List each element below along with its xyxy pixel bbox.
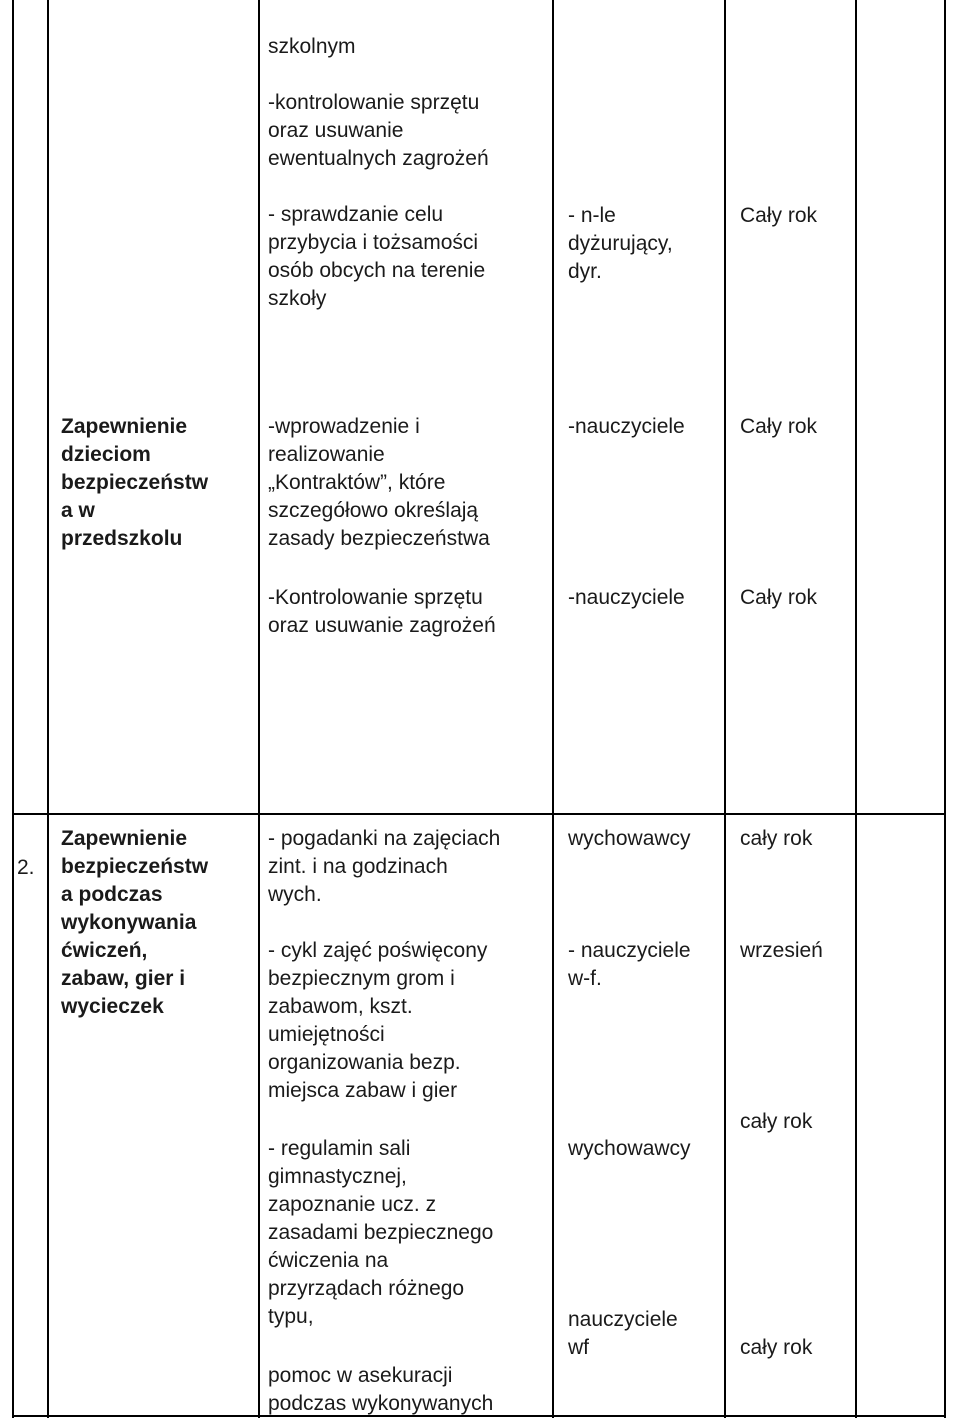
row2-responsible-2: - nauczyciele w-f.	[568, 939, 691, 990]
table-border-left	[12, 0, 14, 1418]
table-border-right	[944, 0, 946, 1418]
row2-term-2: wrzesień	[740, 939, 823, 962]
row1-activities: szkolnym -kontrolowanie sprzętu oraz usuwanie ewentualnych zagrożeń - sprawdzanie celu przybycia i tożsamości osób obcych na terenie szkoły	[268, 35, 489, 310]
row1b-responsible-1: -nauczyciele	[568, 415, 685, 438]
row1b-responsible-2: -nauczyciele	[568, 586, 685, 609]
row1b-activity-equipment: -Kontrolowanie sprzętu oraz usuwanie zagrożeń	[268, 586, 496, 637]
row2-activity-gym-rules: - regulamin sali gimnastycznej, zapoznanie ucz. z zasadami bezpiecznego ćwiczenia na przyrządach różnego typu,	[268, 1137, 494, 1328]
table-divider-col4	[724, 0, 726, 1418]
row2-term-4: cały rok	[740, 1336, 813, 1359]
row1b-activity-contracts: -wprowadzenie i realizowanie „Kontraktów”, które szczegółowo określają zasady bezpieczeństwa	[268, 415, 490, 550]
table-row-divider	[12, 813, 946, 815]
row1b-goal: Zapewnienie dzieciom bezpieczeństw a w przedszkolu	[61, 415, 209, 550]
row1b-term-1: Cały rok	[740, 415, 818, 438]
table-divider-col2	[258, 0, 260, 1418]
row2-responsible-1: wychowawcy	[568, 827, 691, 850]
row2-responsible-4: nauczyciele wf	[568, 1308, 678, 1359]
row2-activity-assistance: pomoc w asekuracji podczas wykonywanych	[268, 1364, 494, 1415]
row2-activity-talks: - pogadanki na zajęciach zint. i na godzinach wych.	[268, 827, 501, 906]
row1-responsible: - n-le dyżurujący, dyr.	[568, 204, 673, 283]
row1b-term-2: Cały rok	[740, 586, 818, 609]
table-divider-col1	[47, 0, 49, 1418]
row2-activity-cycle: - cykl zajęć poświęcony bezpiecznym grom i zabawom, kszt. umiejętności organizowania bezp. miejsca zabaw i gier	[268, 939, 488, 1102]
row2-term-3: cały rok	[740, 1110, 813, 1133]
row2-number: 2.	[17, 856, 35, 879]
table-divider-col3	[552, 0, 554, 1418]
row2-goal: Zapewnienie bezpieczeństw a podczas wykonywania ćwiczeń, zabaw, gier i wycieczek	[61, 827, 209, 1018]
row2-responsible-3: wychowawcy	[568, 1137, 691, 1160]
row2-term-1: cały rok	[740, 827, 813, 850]
row1-term: Cały rok	[740, 204, 818, 227]
table-divider-col5	[855, 0, 857, 1418]
